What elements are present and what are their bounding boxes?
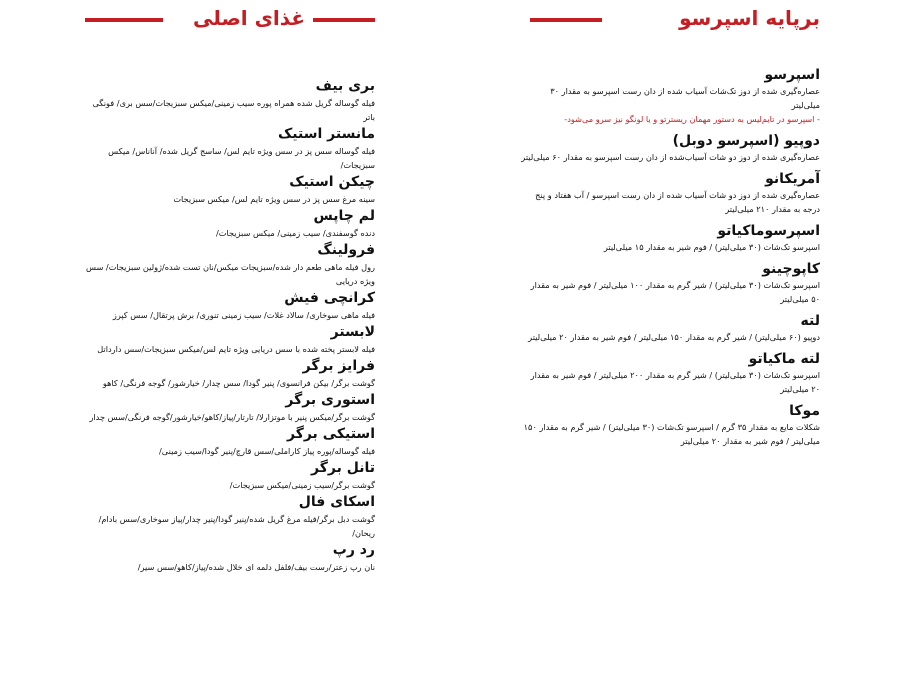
- item-description: اسپرسو تک‌شات (۳۰ میلی‌لیتر) / شیر گرم به مقدار ۱۰۰ میلی‌لیتر / فوم شیر به مقدار ۵۰ میلی‌لیتر: [530, 280, 820, 304]
- menu-item: [85, 240, 375, 288]
- item-title: اسکای فال: [298, 494, 375, 510]
- menu-item: [85, 390, 375, 424]
- item-note: - اسپرسو در تایم‌لیس به دستور مهمان ریسترتو و یا لونگو نیز سرو می‌شود-: [564, 114, 820, 124]
- item-title: فرایز برگر: [302, 358, 375, 374]
- menu-item: [85, 76, 375, 124]
- item-description: گوشت برگر/ بیکن فرانسوی/ پنیر گودا/ سس چدار/ خیارشور/ گوجه فرنگی/ کاهو: [102, 378, 375, 388]
- item-title: موکا: [789, 403, 820, 419]
- menu-item: [520, 312, 820, 344]
- item-title: تانل برگر: [311, 460, 375, 476]
- menu-item: [85, 206, 375, 240]
- header-rule: [530, 18, 602, 22]
- item-description: اسپرسو تک‌شات (۳۰ میلی‌لیتر) / فوم شیر به مقدار ۱۵ میلی‌لیتر: [603, 242, 820, 252]
- item-description: سینه مرغ سس پز در سس ویژه تایم لس/ میکس سبزیجات: [173, 194, 375, 204]
- item-title: اسپرسو: [764, 67, 820, 83]
- item-title: مانستر استیک: [277, 126, 375, 142]
- menu-item: [85, 540, 375, 574]
- menu-item: [520, 170, 820, 216]
- item-title: استیکی برگر: [287, 426, 375, 442]
- item-title: لابستر: [330, 324, 375, 340]
- menu-item: [85, 458, 375, 492]
- item-title: رد رپ: [332, 542, 375, 558]
- menu-item: [85, 322, 375, 356]
- menu-item: [520, 222, 820, 254]
- menu-item: [520, 132, 820, 164]
- item-title: دوپیو (اسپرسو دوبل): [672, 133, 820, 149]
- item-title: استوری برگر: [285, 392, 375, 408]
- item-description: گوشت برگر/میکس پنیر با موتزارلا/ تارتار/پیاز/کاهو/خیارشور/گوجه فرنگی/سس چدار: [89, 412, 375, 422]
- item-description: گوشت دبل برگر/فیله مرغ گریل شده/پنیر گودا/پنیر چدار/پیاز سوخاری/سس بادام/ریحان/: [98, 514, 375, 538]
- item-description: اسپرسو تک‌شات (۳۰ میلی‌لیتر) / شیر گرم به مقدار ۲۰۰ میلی‌لیتر / فوم شیر به مقدار ۲۰ میلی‌لیتر: [530, 370, 820, 394]
- item-description: عصاره‌گیری شده از دوز دو شات آسیاب شده از دان رست اسپرسو / آب هفتاد و پنج درجه به مقدار ۲۱۰ میلی‌لیتر: [535, 190, 820, 214]
- espresso-section: [520, 0, 820, 446]
- item-description: فیله گوساله سس پز در سس ویژه تایم لس/ ساسج گریل شده/ آناناس/ میکس سبزیجات/: [108, 146, 375, 170]
- main-course-section-title: غذای اصلی: [193, 6, 305, 30]
- menu-item: [85, 424, 375, 458]
- item-description: رول فیله ماهی طعم دار شده/سبزیجات میکس/نان تست شده/ژولین سبزیجات/ سس ویژه دریایی: [86, 262, 375, 286]
- menu-item: [85, 124, 375, 172]
- item-title: فرولینگ: [317, 242, 375, 258]
- item-title: لم چاپس: [313, 208, 375, 224]
- menu-item: [85, 172, 375, 206]
- item-title: آمریکانو: [765, 171, 820, 187]
- header-rule-left: [85, 18, 163, 22]
- item-title: چیکن استیک: [289, 174, 375, 190]
- menu-item: [85, 356, 375, 390]
- espresso-section-header: [520, 0, 820, 62]
- item-description: گوشت برگر/سیب زمینی/میکس سبزیجات/: [229, 480, 375, 490]
- header-rule-right: [313, 18, 375, 22]
- item-title: کرانچی فیش: [284, 290, 375, 306]
- item-description: فیله لابستر پخته شده با سس دریایی ویژه تایم لس/میکس سبزیجات/سس دارداتل: [97, 344, 375, 354]
- item-description: دوپیو (۶۰ میلی‌لیتر) / شیر گرم به مقدار ۱۵۰ میلی‌لیتر / فوم شیر به مقدار ۲۰ میلی‌لیتر: [528, 332, 820, 342]
- menu-item: [520, 402, 820, 448]
- item-description: شکلات مایع به مقدار ۳۵ گرم / اسپرسو تک‌شات (۳۰ میلی‌لیتر) / شیر گرم به مقدار ۱۵۰ میلی‌لیتر / فوم شیر به مقدار ۲۰ میلی‌لیتر: [523, 422, 820, 446]
- item-title: لته: [800, 313, 820, 329]
- item-title: اسپرسوماکیاتو: [717, 223, 820, 239]
- item-description: عصاره‌گیری شده از دوز تک‌شات آسیاب شده از دان رست اسپرسو به مقدار ۳۰ میلی‌لیتر: [550, 86, 820, 110]
- item-title: کاپوچینو: [762, 261, 820, 277]
- item-description: دنده گوسفندی/ سیب زمینی/ میکس سبزیجات/: [215, 228, 375, 238]
- item-description: فیله ماهی سوخاری/ سالاد غلات/ سیب زمینی تنوری/ برش پرتقال/ سس کپرز: [112, 310, 375, 320]
- menu-item: [520, 350, 820, 396]
- espresso-section-title: برپایه اسپرسو: [679, 6, 820, 30]
- menu-item: [85, 492, 375, 540]
- menu-item: [85, 288, 375, 322]
- main-course-section: [85, 0, 375, 572]
- menu-item: [520, 260, 820, 306]
- menu-item: [520, 66, 820, 126]
- main-course-section-header: [85, 0, 375, 62]
- item-title: بری بیف: [315, 78, 375, 94]
- item-title: لته ماکیاتو: [748, 351, 820, 367]
- item-description: عصاره‌گیری شده از دوز دو شات آسیاب‌شده از دان رست اسپرسو به مقدار ۶۰ میلی‌لیتر: [521, 152, 820, 162]
- item-description: نان رپ زعتر/رست بیف/فلفل دلمه ای خلال شده/پیاز/کاهو/سس سیر/: [137, 562, 375, 572]
- item-description: فیله گوساله/پوره پیاز کاراملی/سس قارچ/پنیر گودا/سیب زمینی/: [159, 446, 375, 456]
- item-description: فیله گوساله گریل شده همراه پوره سیب زمینی/میکس سبزیجات/سس بری/ فونگی باتر: [92, 98, 375, 122]
